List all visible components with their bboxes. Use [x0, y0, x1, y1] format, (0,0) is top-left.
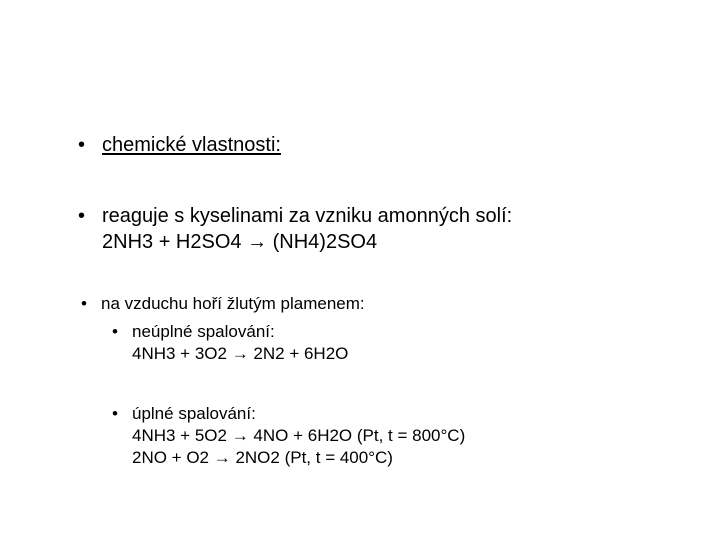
bullet-text	[101, 293, 365, 315]
bullet-icon: •	[78, 205, 86, 227]
bullet-item-chemical-properties	[0, 132, 281, 158]
complete-combustion-label: úplné spalování:	[132, 404, 256, 423]
bullet-text	[132, 321, 348, 365]
bullet-text	[132, 403, 465, 469]
bullet-icon: •	[112, 404, 118, 423]
bullet-text	[102, 203, 512, 255]
sub-bullet-complete-combustion	[0, 403, 465, 469]
acid-reaction-equation: 2NH3 + H2SO4 → (NH4)2SO4	[102, 231, 378, 253]
complete-combustion-equation-1: 4NH3 + 5O2 → 4NO + 6H2O (Pt, t = 800°C)	[132, 426, 466, 445]
complete-combustion-equation-2: 2NO + O2 → 2NO2 (Pt, t = 400°C)	[132, 448, 393, 467]
bullet-item-acid-reaction	[0, 203, 512, 255]
incomplete-combustion-equation: 4NH3 + 3O2 → 2N2 + 6H2O	[132, 344, 349, 363]
burning-in-air-text: na vzduchu hoří žlutým plamenem:	[101, 294, 365, 313]
heading-chemical-properties: chemické vlastnosti:	[102, 134, 281, 156]
acid-reaction-text: reaguje s kyselinami za vzniku amonných solí:	[102, 205, 513, 227]
bullet-icon: •	[81, 294, 87, 313]
bullet-item-burning-in-air	[0, 293, 365, 315]
incomplete-combustion-label: neúplné spalování:	[132, 322, 275, 341]
sub-bullet-incomplete-combustion	[0, 321, 348, 365]
bullet-text	[102, 132, 281, 158]
bullet-icon: •	[78, 134, 86, 156]
bullet-icon: •	[112, 322, 118, 341]
